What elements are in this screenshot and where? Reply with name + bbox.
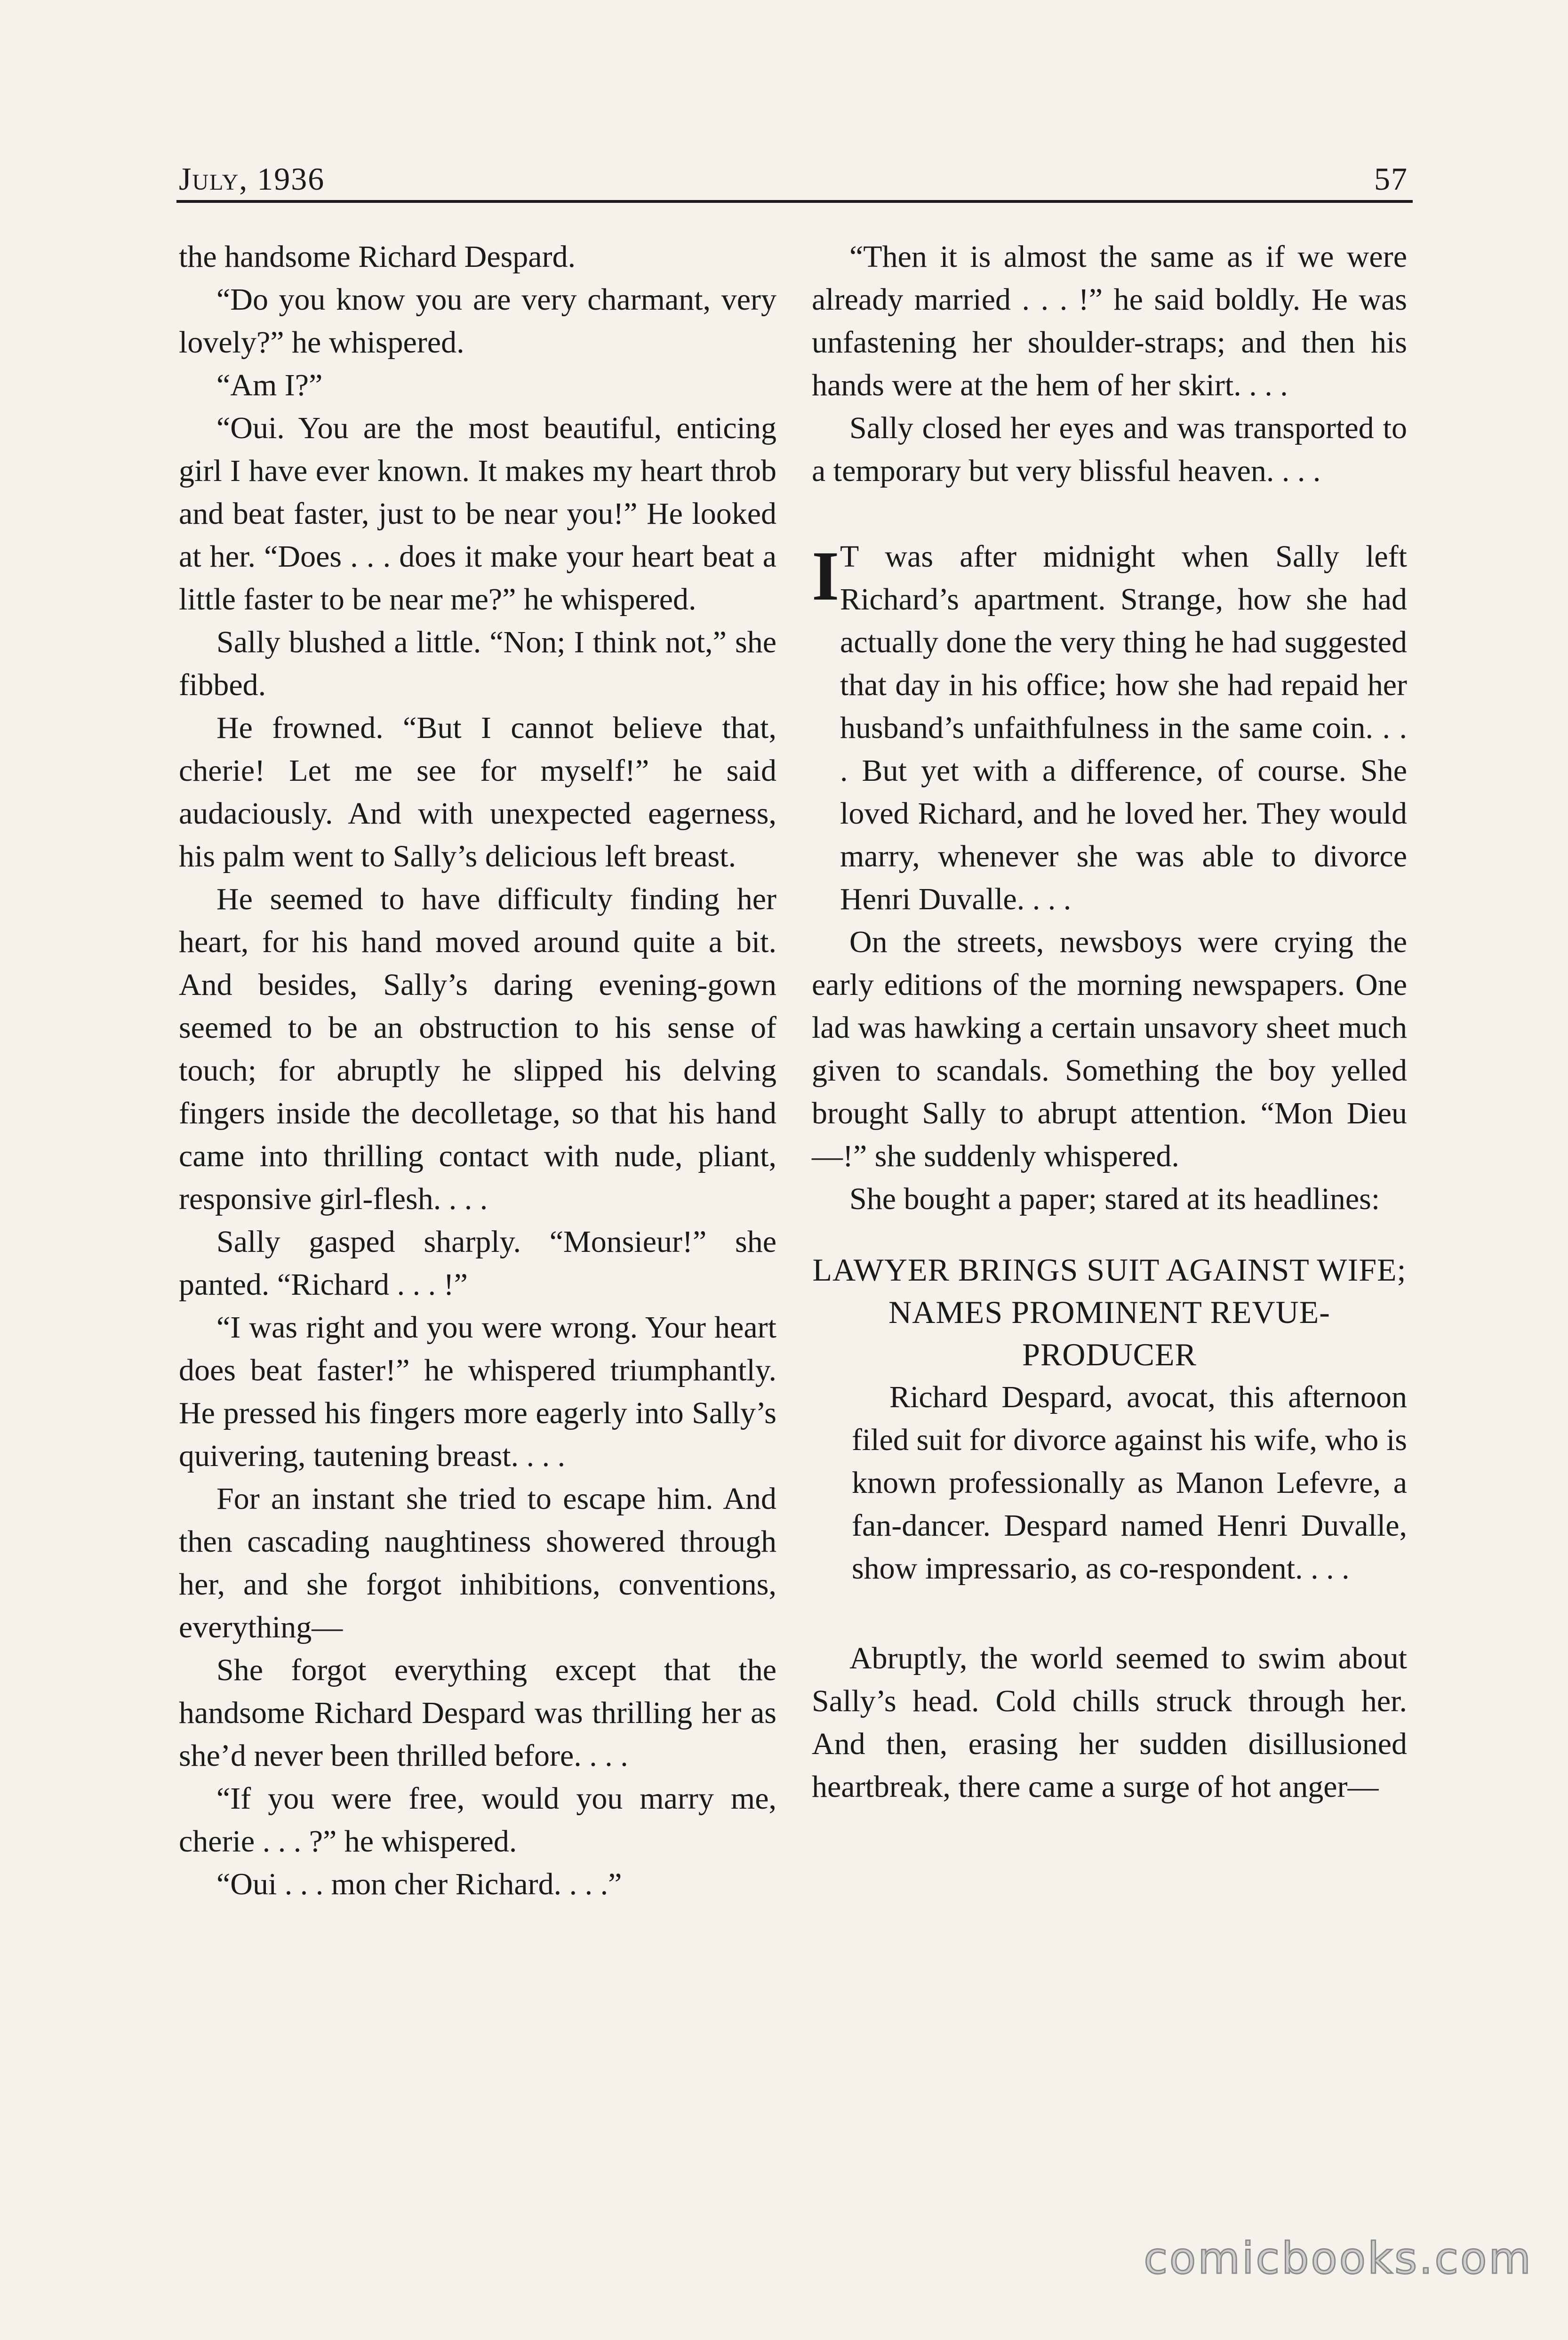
paragraph: He frowned. “But I cannot believe that, cherie! Let me see for myself!” he said audaciously. And with unexpected eagerness, his palm went to Sally’s delicious left breast.: [179, 711, 776, 873]
paragraph: Sally closed her eyes and was transported to a temporary but very blissful heaven. . . .: [812, 411, 1407, 488]
paragraph: “If you were free, would you marry me, cherie . . . ?” he whispered.: [179, 1781, 776, 1859]
paragraph: For an instant she tried to escape him. And then cascading naughtiness showered through her, and she forgot inhibitions, conventions, everything—: [179, 1482, 776, 1644]
paragraph: She bought a paper; stared at its headlines:: [849, 1182, 1380, 1216]
paragraph: “I was right and you were wrong. Your heart does beat faster!” he whispered triumphantly. He pressed his fingers more eagerly into Sally’s quivering, tautening breast. . . .: [179, 1310, 776, 1473]
paragraph: the handsome Richard Despard.: [179, 240, 576, 274]
right-column: [812, 235, 1407, 1808]
paragraph: Sally gasped sharply. “Monsieur!” she panted. “Richard . . . !”: [179, 1225, 776, 1302]
running-header: [179, 151, 1408, 198]
page-number: 57: [1374, 161, 1408, 197]
paragraph: She forgot everything except that the handsome Richard Despard was thrilling her as she’d never been thrilled before. . . .: [179, 1653, 776, 1773]
paragraph: “Then it is almost the same as if we were already married . . . !” he said boldly. He was unfastening her shoulder-straps; and then his hands were at the hem of her skirt. . . .: [812, 240, 1407, 402]
news-item: Richard Despard, avocat, this afternoon filed suit for divorce against his wife, who is known professionally as Manon Lefevre, a fan-dancer. Despard named Henri Duvalle, show impressario, as co-respondent. . . .: [852, 1380, 1407, 1586]
paragraph: He seemed to have difficulty finding her heart, for his hand moved around quite a bit. And besides, Sally’s daring evening-gown seemed to be an obstruction to his sense of touch; for abruptly he slipped his delving fingers inside the decolletage, so that his hand came into thrilling contact with nude, pliant, responsive girl-flesh. . . .: [179, 882, 776, 1216]
newspaper-headline: LAWYER BRINGS SUIT AGAINST WIFE; NAMES PROMINENT REVUE-PRODUCER: [812, 1252, 1407, 1372]
paragraph: “Am I?”: [216, 368, 323, 402]
left-column: [179, 235, 776, 1906]
paragraph: “Oui. You are the most beautiful, enticing girl I have ever known. It makes my heart throb and beat faster, just to be near you!” He looked at her. “Does . . . does it make your heart beat a little faster to be near me?” he whispered.: [179, 411, 776, 617]
paragraph: On the streets, newsboys were crying the early editions of the morning newspapers. One lad was hawking a certain unsavory sheet much given to scandals. Something the boy yelled brought Sally to abrupt attention. “Mon Dieu—!” she suddenly whispered.: [812, 925, 1407, 1173]
drop-cap: I: [812, 537, 840, 615]
paragraph: “Oui . . . mon cher Richard. . . .”: [216, 1867, 622, 1901]
dropcap-paragraph: [812, 535, 1407, 921]
watermark: comicbooks.com: [1144, 2233, 1533, 2284]
paragraph: Sally blushed a little. “Non; I think not,” she fibbed.: [179, 625, 776, 702]
issue-date: July, 1936: [179, 161, 325, 197]
dropcap-paragraph-text: T was after midnight when Sally left Richard’s apartment. Strange, how she had actually done the very thing he had suggested that day in his office; how she had repaid her husband’s unfaithfulness in the same coin. . . . But yet with a difference, of course. She loved Richard, and he loved her. They would marry, whenever she was able to divorce Henri Duvalle. . . .: [840, 539, 1407, 916]
paragraph: “Do you know you are very charmant, very lovely?” he whispered.: [179, 282, 776, 360]
paragraph: Abruptly, the world seemed to swim about Sally’s head. Cold chills struck through her. And then, erasing her sudden disillusioned heartbreak, there came a surge of hot anger—: [812, 1641, 1407, 1804]
header-rule: [176, 200, 1413, 203]
